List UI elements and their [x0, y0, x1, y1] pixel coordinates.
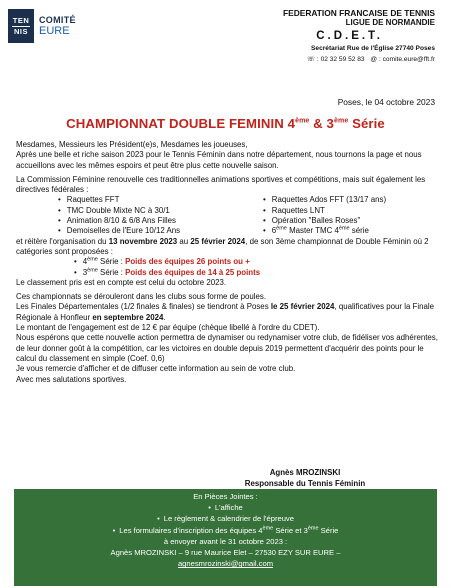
letter-date: Poses, le 04 octobre 2023	[337, 97, 435, 107]
categories-list	[74, 257, 440, 278]
list-item: • Raquettes FFT	[58, 195, 263, 205]
category-item: • 3ème Série : Poids des équipes de 14 à 25 points	[74, 268, 440, 278]
postal-address: Agnès MROZINSKI – 9 rue Maurice Elet – 27530 EZY SUR EURE –	[110, 548, 341, 558]
greeting: Mesdames, Messieurs les Président(e)s, Mesdames les joueuses,	[16, 140, 248, 149]
logo-comite: COMITÉ	[39, 15, 76, 25]
cdet-name: C.D.E.T.	[316, 30, 383, 42]
attachments-box	[14, 489, 437, 586]
deadline-line: à envoyer avant le 31 octobre 2023 :	[163, 536, 288, 546]
letterhead	[283, 8, 435, 65]
remercie-paragraph: Je vous remercie d'afficher et de diffuser cette information au sein de votre club.	[16, 364, 296, 374]
letter-body	[16, 140, 440, 385]
tennis-badge-icon: TEN NIS	[8, 9, 34, 43]
attachment-item: • L'affiche	[14, 502, 437, 513]
list-item: • Demoiselles de l'Eure 10/12 Ans	[58, 226, 263, 236]
phone-number: ☏ : 02 32 59 52 83	[306, 56, 365, 63]
federation-name: FEDERATION FRANCAISE DE TENNIS	[283, 8, 435, 18]
contact-email-link[interactable]: agnesmrozinski@gmail.com	[177, 559, 274, 569]
classement-paragraph: Le classement pris est en compte est celui du octobre 2023.	[16, 277, 227, 287]
comite-logo	[8, 9, 76, 43]
page-title: CHAMPIONNAT DOUBLE FEMININ 4ème & 3ème Série	[66, 116, 385, 131]
secretariat-address: Secrétariat Rue de l'Église 27740 Poses	[311, 45, 435, 52]
finales-paragraph: Les Finales Départementales (1/2 finales & finales) se tiendront à Poses le 25 février 2024, qualificatives pour la Finale Régionale à Honfleur en septembre 2024.	[16, 302, 435, 322]
attachment-item: • Le règlement & calendrier de l'épreuve	[14, 513, 437, 524]
engagement-paragraph: Le montant de l'engagement est de 12 € par équipe (chèque libellé à l'ordre du CDET).	[16, 323, 320, 333]
list-item: • 6ème Master TMC 4ème série	[263, 226, 451, 236]
category-item: • 4ème Série : Poids des équipes 26 points ou +	[74, 257, 440, 267]
list-item: • Raquettes LNT	[263, 206, 451, 216]
commission-paragraph: La Commission Féminine renouvelle ces traditionnelles animations sportives et compétitions, mais suit également les directives fédérales :	[16, 174, 426, 195]
attachments-heading: En Pièces Jointes :	[193, 492, 258, 501]
signature-block	[215, 467, 395, 489]
reiterate-paragraph: et réitère l'organisation du 13 novembre 2023 au 25 février 2024, de son 3ème championnat de Double Féminin où 2 catégories sont proposées :	[16, 236, 429, 256]
logo-eure: EURE	[39, 25, 70, 37]
list-item: • Animation 8/10 & 6/8 Ans Filles	[58, 216, 263, 226]
contact-line	[283, 55, 435, 65]
salutations: Avec mes salutations sportives.	[16, 374, 127, 384]
signatory-role: Responsable du Tennis Féminin	[244, 479, 366, 488]
ligue-name: LIGUE DE NORMANDIE	[345, 18, 435, 27]
list-item: • Raquettes Ados FFT (13/17 ans)	[263, 195, 451, 205]
attachment-item: • Les formulaires d'inscription des équipes 4ème Série et 3ème Série	[14, 525, 437, 536]
list-item: • TMC Double Mixte NC à 30/1	[58, 206, 263, 216]
list-item: • Opération "Balles Roses"	[263, 216, 451, 226]
intro-paragraph: Après une belle et riche saison 2023 pour le Tennis Féminin dans notre département, nous tournons la page et nous accueillons avec les mêmes espoirs et peut être plus cette nouvelle saison.	[16, 150, 422, 170]
activities-list	[58, 195, 440, 236]
clubs-paragraph: Ces championnats se dérouleront dans les clubs sous forme de poules.	[16, 292, 267, 302]
espoir-paragraph: Nous espérons que cette nouvelle action permettra de dynamiser ou redynamiser votre club, de fidéliser vos adhérentes, de leur donner goût à la compétition, car les victoires en double depuis 2019 permettent d'acquérir des points pour le calcul du classement en simple (Coef. 0,6)	[16, 333, 438, 363]
signatory-name: Agnès MROZINSKI	[269, 468, 341, 477]
email-address[interactable]: @ : comite.eure@fft.fr	[370, 56, 435, 63]
